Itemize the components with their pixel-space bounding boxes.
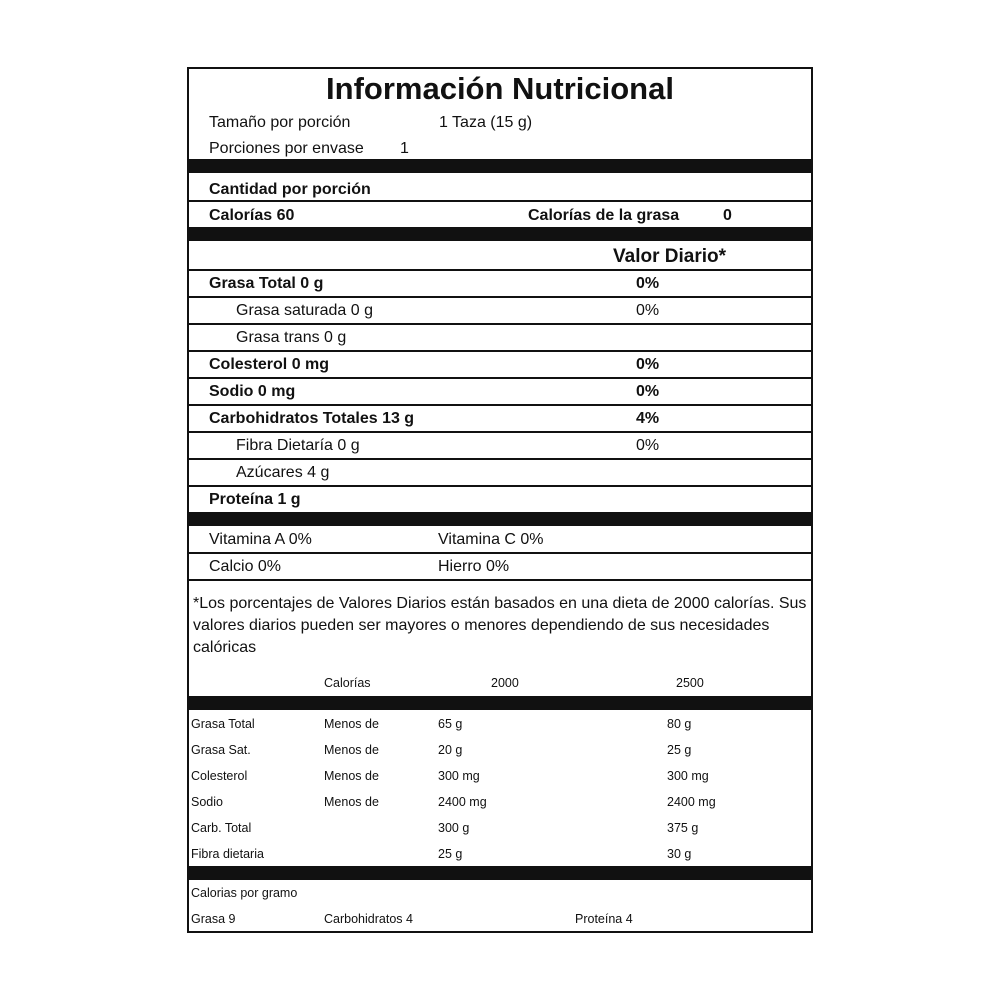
amount-per-serving: Cantidad por porción [209,181,371,198]
reference-row-qualifier: Menos de [324,717,379,731]
nutrient-total-fat: Grasa Total 0 g [209,275,324,292]
reference-header-calories: Calorías [324,676,371,690]
calories-per-gram-protein: Proteína 4 [575,912,633,926]
vitamin-c: Vitamina C 0% [438,531,544,548]
thick-divider [189,159,811,173]
reference-row-2500: 375 g [667,821,699,835]
nutrition-facts-label [187,67,813,933]
divider [189,350,811,352]
divider [189,579,811,581]
daily-value-footnote: *Los porcentajes de Valores Diarios están basados en una dieta de 2000 calorías. Sus valores diarios pueden ser mayores o menores dependiendo de sus necesidades calóricas [193,595,807,656]
nutrient-total-carbs: Carbohidratos Totales 13 g [209,410,415,427]
reference-row-2500: 80 g [667,717,692,731]
divider [189,431,811,433]
reference-row-2500: 300 mg [667,769,709,783]
iron: Hierro 0% [438,558,510,575]
nutrient-sugars: Azúcares 4 g [236,464,330,481]
nutrient-total-fat-dv: 0% [636,275,660,292]
nutrient-dietary-fiber: Fibra Dietaría 0 g [236,437,360,454]
reference-row-nutrient: Sodio [191,795,223,809]
reference-row-nutrient: Colesterol [191,769,248,783]
reference-row-2000: 2400 mg [438,795,487,809]
nutrient-sodium-dv: 0% [636,383,660,400]
serving-size-value: 1 Taza (15 g) [439,114,533,131]
reference-row-2500: 2400 mg [667,795,716,809]
reference-header-2500: 2500 [676,676,704,690]
reference-row-nutrient: Grasa Sat. [191,743,251,757]
nutrient-total-carbs-dv: 4% [636,410,660,427]
reference-row-qualifier: Menos de [324,743,379,757]
thick-divider [189,227,811,241]
reference-row-nutrient: Grasa Total [191,717,255,731]
reference-row-2500: 25 g [667,743,692,757]
nutrient-trans-fat: Grasa trans 0 g [236,329,347,346]
reference-row-qualifier: Menos de [324,795,379,809]
thick-divider [189,512,811,526]
nutrient-cholesterol: Colesterol 0 mg [209,356,330,373]
thick-divider [189,696,811,710]
reference-row-2000: 25 g [438,847,463,861]
divider [189,377,811,379]
reference-row-2000: 65 g [438,717,463,731]
reference-row-2000: 20 g [438,743,463,757]
nutrient-protein: Proteína 1 g [209,491,301,508]
calories-per-gram-fat: Grasa 9 [191,912,236,926]
nutrient-sodium: Sodio 0 mg [209,383,296,400]
calcium: Calcio 0% [209,558,282,575]
divider [189,200,811,202]
divider [189,269,811,271]
reference-row-2000: 300 mg [438,769,480,783]
reference-row-qualifier: Menos de [324,769,379,783]
reference-header-2000: 2000 [491,676,519,690]
calories-per-gram-carbs: Carbohidratos 4 [324,912,413,926]
reference-row-2500: 30 g [667,847,692,861]
calories-per-gram-label: Calorias por gramo [191,886,298,900]
reference-row-nutrient: Carb. Total [191,821,252,835]
calories-from-fat-label: Calorías de la grasa [528,207,680,224]
servings-per-container-value: 1 [400,140,409,157]
divider [189,323,811,325]
thick-divider [189,866,811,880]
reference-row-2000: 300 g [438,821,470,835]
nutrient-saturated-fat: Grasa saturada 0 g [236,302,373,319]
label-title: Información Nutricional [326,71,674,106]
vitamin-a: Vitamina A 0% [209,531,312,548]
divider [189,404,811,406]
calories-from-fat-value: 0 [723,207,732,224]
nutrient-saturated-fat-dv: 0% [636,302,660,319]
calories-label: Calorías 60 [209,207,295,224]
divider [189,485,811,487]
nutrient-dietary-fiber-dv: 0% [636,437,660,454]
divider [189,296,811,298]
daily-value-header: Valor Diario* [613,246,726,267]
servings-per-container-label: Porciones por envase [209,140,364,157]
nutrient-cholesterol-dv: 0% [636,356,660,373]
divider [189,458,811,460]
divider [189,552,811,554]
reference-row-nutrient: Fibra dietaria [191,847,264,861]
serving-size-label: Tamaño por porción [209,114,351,131]
